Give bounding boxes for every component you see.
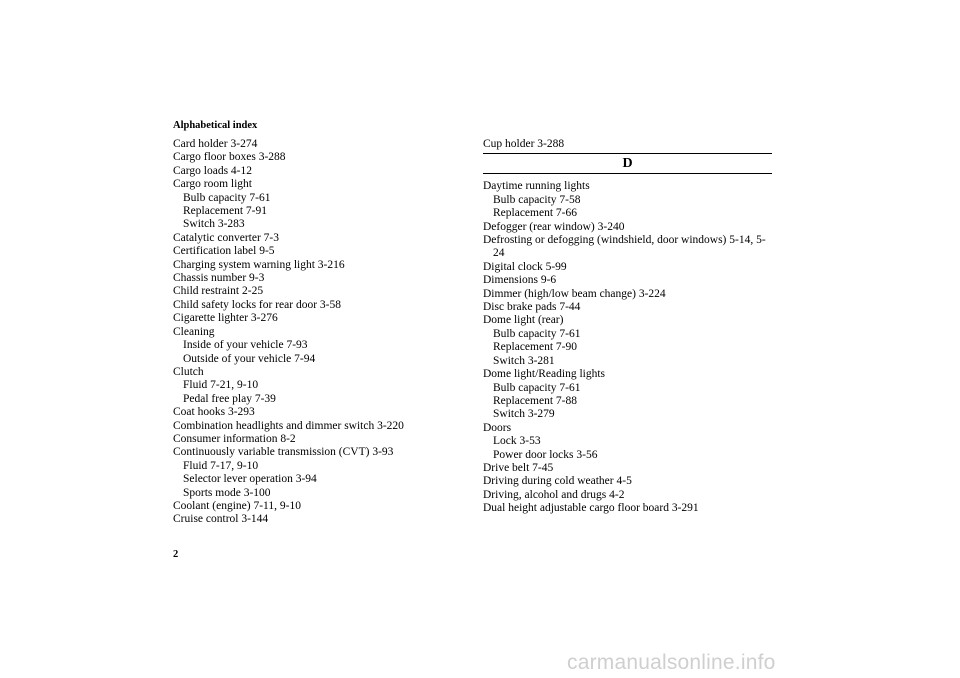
index-entry: Cargo room light: [173, 178, 253, 191]
section-d-entries: [483, 180, 773, 515]
index-subentry: Lock 3-53: [493, 435, 541, 448]
index-entry: Cargo floor boxes 3-288: [173, 151, 286, 164]
index-entry: Dome light/Reading lights: [483, 368, 606, 381]
index-entry: Digital clock 5-99: [483, 260, 567, 273]
watermark: carmanualsonline.info: [567, 651, 776, 674]
index-column-left: [173, 138, 463, 527]
index-entry-cup-holder: Cup holder 3-288: [483, 138, 565, 150]
index-subentry: Power door locks 3-56: [493, 448, 598, 461]
index-entry: Continuously variable transmission (CVT) 3-93: [173, 446, 394, 459]
index-entry: Coat hooks 3-293: [173, 406, 255, 419]
index-entry: Coolant (engine) 7-11, 9-10: [173, 499, 301, 512]
index-subentry: Bulb capacity 7-58: [493, 193, 581, 206]
index-entry: Charging system warning light 3-216: [173, 258, 345, 271]
index-entry: Cruise control 3-144: [173, 513, 269, 526]
index-entry: Catalytic converter 7-3: [173, 231, 280, 244]
index-entry: Chassis number 9-3: [173, 272, 265, 285]
index-subentry: Replacement 7-90: [493, 341, 577, 354]
index-entry: Doors: [483, 421, 512, 434]
index-subentry: Switch 3-279: [493, 408, 555, 421]
index-subentry: Bulb capacity 7-61: [183, 191, 271, 204]
index-entry: Dimensions 9-6: [483, 274, 557, 287]
index-entry: Driving, alcohol and drugs 4-2: [483, 488, 625, 501]
index-subentry: Bulb capacity 7-61: [493, 327, 581, 340]
index-entry: Child safety locks for rear door 3-58: [173, 298, 341, 311]
index-entry: Certification label 9-5: [173, 245, 275, 258]
index-entry: Defrosting or defogging (windshield, door windows) 5-14, 5-24: [483, 234, 766, 260]
index-entry: Dimmer (high/low beam change) 3-224: [483, 287, 666, 300]
page-number: 2: [173, 549, 179, 560]
index-subentry: Sports mode 3-100: [183, 486, 271, 499]
index-entry: Daytime running lights: [483, 180, 590, 193]
index-entry: Clutch: [173, 365, 204, 378]
page-header-title: Alphabetical index: [173, 120, 258, 131]
index-subentry: Inside of your vehicle 7-93: [183, 339, 308, 352]
index-column-right: [483, 138, 773, 516]
section-letter-d: D: [483, 153, 772, 174]
index-subentry: Switch 3-283: [183, 218, 245, 231]
index-entry: Drive belt 7-45: [483, 461, 554, 474]
index-subentry: Replacement 7-91: [183, 205, 267, 218]
index-entry: Dual height adjustable cargo floor board 3-291: [483, 502, 699, 515]
index-entry: Disc brake pads 7-44: [483, 301, 581, 314]
index-entry: Cigarette lighter 3-276: [173, 312, 278, 325]
index-subentry: Pedal free play 7-39: [183, 392, 276, 405]
index-subentry: Bulb capacity 7-61: [493, 381, 581, 394]
index-subentry: Selector lever operation 3-94: [183, 473, 317, 486]
index-entry: Driving during cold weather 4-5: [483, 475, 632, 488]
index-subentry: Fluid 7-21, 9-10: [183, 379, 259, 392]
index-subentry: Switch 3-281: [493, 354, 555, 367]
index-subentry: Fluid 7-17, 9-10: [183, 459, 259, 472]
index-entry: Dome light (rear): [483, 314, 564, 327]
index-entry: Child restraint 2-25: [173, 285, 264, 298]
index-entry: Defogger (rear window) 3-240: [483, 220, 625, 233]
index-entry: Card holder 3-274: [173, 138, 258, 150]
index-subentry: Replacement 7-88: [493, 394, 577, 407]
index-subentry: Replacement 7-66: [493, 207, 577, 220]
index-subentry: Outside of your vehicle 7-94: [183, 352, 316, 365]
index-entry: Combination headlights and dimmer switch 3-220: [173, 419, 404, 432]
index-entry: Consumer information 8-2: [173, 432, 296, 445]
index-entry: Cleaning: [173, 325, 215, 338]
index-entry: Cargo loads 4-12: [173, 164, 253, 177]
